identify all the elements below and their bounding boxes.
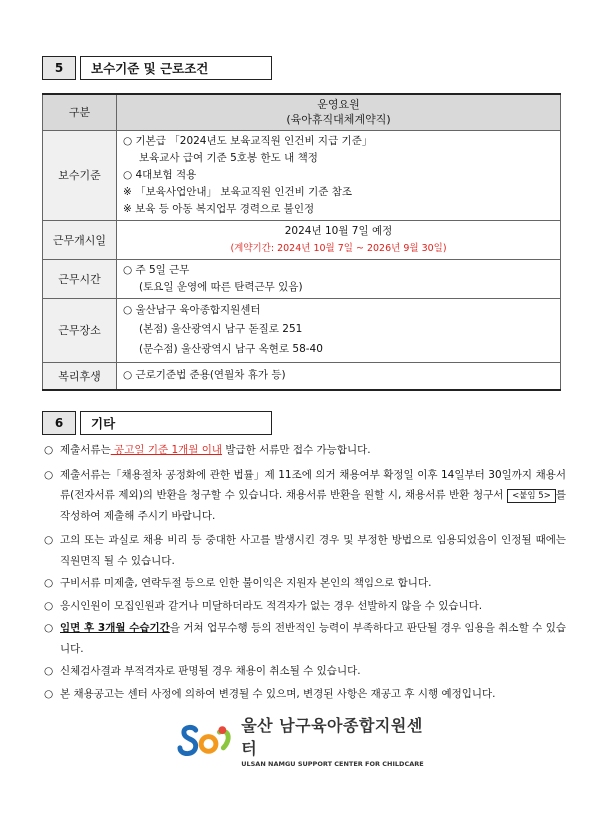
note-text: 본 채용공고는 센터 사정에 의하여 변경될 수 있으며, 변경된 사항은 재공고 후 시행 예정입니다. bbox=[60, 687, 496, 700]
table-row-welfare bbox=[43, 362, 561, 390]
hours-line: ○ 주 5일 근무 bbox=[123, 263, 190, 276]
row-label: 근무장소 bbox=[43, 298, 117, 362]
row-content bbox=[117, 298, 561, 362]
row-label: 근무시간 bbox=[43, 259, 117, 298]
bullet-mark: ○ bbox=[44, 665, 54, 677]
note-text: 발급한 서류만 접수 가능합니다. bbox=[222, 444, 371, 456]
note-item bbox=[42, 440, 566, 461]
note-text: 신체검사결과 부적격자로 판명될 경우 채용이 취소될 수 있습니다. bbox=[60, 665, 361, 677]
note-text: 를 작성하여 제출해 주시기 바랍니다. bbox=[60, 489, 566, 522]
note-text: 을 거쳐 업무수행 등의 전반적인 능력이 부족하다고 판단될 경우 임용을 취소할 수 있습니다. bbox=[60, 622, 566, 655]
bullet-mark: ○ bbox=[44, 599, 54, 612]
pay-line: ○ 4대보험 적용 bbox=[123, 168, 197, 181]
note-text: 고의 또는 과실로 채용 비리 등 중대한 사고를 발생시킨 경우 및 부정한 방법으로 임용되었음이 인정될 때에는 직원면직 될 수 있습니다. bbox=[60, 534, 566, 567]
table-row-place bbox=[43, 298, 561, 362]
section-5-header bbox=[42, 56, 272, 80]
section-title: 기타 bbox=[80, 411, 272, 435]
notes-list bbox=[42, 440, 566, 704]
row-content bbox=[117, 259, 561, 298]
conditions-table bbox=[42, 93, 561, 391]
table-row-start bbox=[43, 220, 561, 259]
logo-name-korean: 울산 남구육아종합지원센터 bbox=[241, 715, 423, 758]
section-6-header bbox=[42, 411, 272, 435]
row-content bbox=[117, 220, 561, 259]
contract-period: (계약기간: 2024년 10월 7일 ~ 2026년 9월 30일) bbox=[230, 242, 447, 254]
place-line: (문수점) 울산광역시 남구 옥현로 58-40 bbox=[139, 342, 323, 355]
row-label: 보수기준 bbox=[43, 130, 117, 220]
bullet-mark: ○ bbox=[44, 468, 54, 481]
table-row-pay bbox=[43, 130, 561, 220]
pay-line: ※ 보육 등 아동 복지업무 경력으로 불인정 bbox=[123, 202, 315, 215]
section-title: 보수기준 및 근로조건 bbox=[80, 56, 272, 80]
bullet-mark: ○ bbox=[44, 622, 54, 634]
bullet-mark: ○ bbox=[44, 534, 54, 546]
pay-line: ○ 기본급 「2024년도 보육교직원 인건비 지급 기준」 bbox=[123, 134, 373, 147]
note-item bbox=[42, 596, 566, 617]
position-title: 운영요원 bbox=[317, 98, 360, 112]
note-item bbox=[42, 573, 566, 594]
position-subtitle: (육아휴직대체계약직) bbox=[286, 113, 391, 127]
row-label: 복리후생 bbox=[43, 362, 117, 390]
place-line: (본점) 울산광역시 남구 돋질로 251 bbox=[139, 322, 303, 335]
table-row-hours bbox=[43, 259, 561, 298]
note-emphasis: 임면 후 3개월 수습기간 bbox=[60, 622, 170, 634]
bullet-mark: ○ bbox=[44, 444, 54, 456]
logo-name-english: ULSAN NAMGU SUPPORT CENTER FOR CHILDCARE bbox=[241, 759, 424, 768]
logo-mark-icon bbox=[176, 722, 233, 758]
place-line: ○ 울산남구 육아종합지원센터 bbox=[123, 303, 261, 316]
pay-line: 보육교사 급여 기준 5호봉 한도 내 책정 bbox=[139, 151, 318, 164]
table-header-row bbox=[43, 94, 561, 130]
section-number: 5 bbox=[42, 56, 76, 80]
note-highlight: 공고일 기준 1개월 이내 bbox=[110, 444, 223, 456]
header-position bbox=[117, 94, 561, 130]
section-number: 6 bbox=[42, 411, 76, 435]
row-content bbox=[117, 362, 561, 390]
bullet-mark: ○ bbox=[44, 687, 54, 700]
note-item bbox=[42, 684, 566, 705]
start-date: 2024년 10월 7일 예정 bbox=[284, 224, 393, 237]
note-text: 제출서류는「채용절차 공정화에 관한 법률」제 11조에 의거 채용여부 확정일 이후 14일부터 30일까지 채용서류(전자서류 제외)의 반환을 청구할 수 있습니다. 채용서류 반환을 원할 시, 채용서류 반환 청구서 bbox=[60, 468, 566, 501]
center-logo bbox=[176, 715, 436, 768]
hours-line: (토요일 운영에 따른 탄력근무 있음) bbox=[139, 280, 303, 293]
welfare-line: ○ 근로기준법 준용(연월차 휴가 등) bbox=[123, 369, 286, 382]
note-item bbox=[42, 618, 566, 659]
pay-line: ※ 「보육사업안내」 보육교직원 인건비 기준 참조 bbox=[123, 185, 353, 198]
header-category: 구분 bbox=[43, 94, 117, 130]
row-label: 근무개시일 bbox=[43, 220, 117, 259]
note-text: 응시인원이 모집인원과 같거나 미달하더라도 적격자가 없는 경우 선발하지 않을 수 있습니다. bbox=[60, 599, 483, 612]
bullet-mark: ○ bbox=[44, 577, 54, 589]
note-item bbox=[42, 661, 566, 682]
note-text: 구비서류 미제출, 연락두절 등으로 인한 불이익은 지원자 본인의 책임으로 합니다. bbox=[60, 577, 432, 589]
attachment-ref: <붙임 5> bbox=[507, 489, 556, 503]
row-content bbox=[117, 130, 561, 220]
note-item bbox=[42, 465, 566, 527]
note-item bbox=[42, 530, 566, 571]
logo-text bbox=[241, 713, 436, 768]
note-text: 제출서류는 bbox=[60, 444, 111, 456]
